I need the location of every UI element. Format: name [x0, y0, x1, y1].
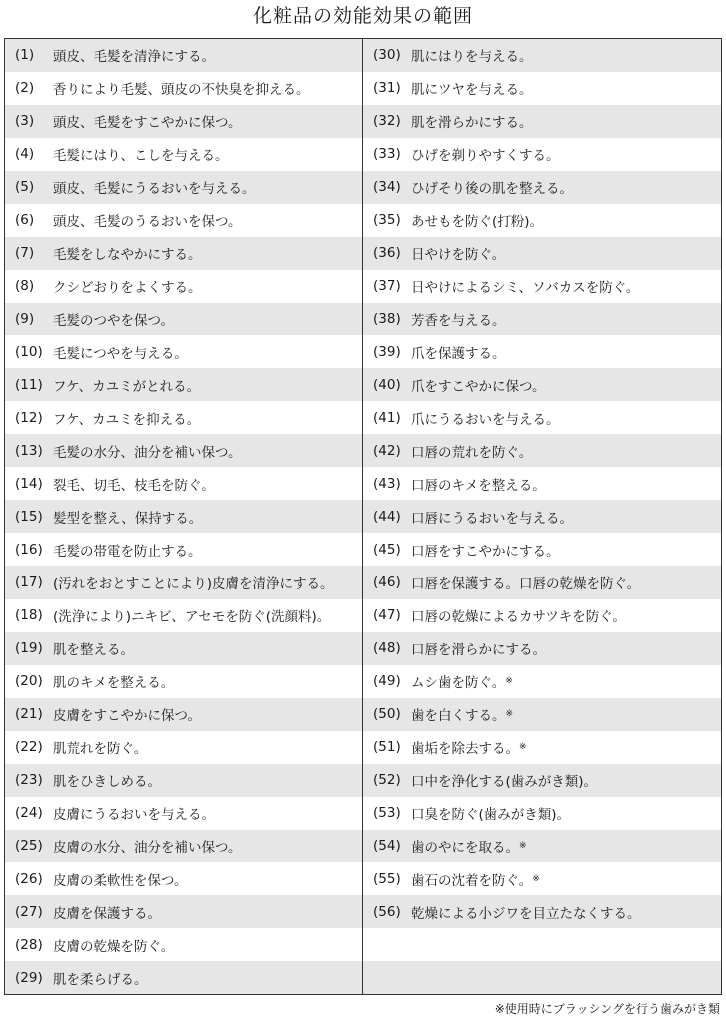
table-row: [363, 138, 721, 171]
toothpaste-note-mark: ※: [519, 742, 527, 753]
table-row: [5, 105, 362, 138]
item-number: (1): [15, 47, 35, 64]
item-number: (37): [373, 278, 401, 295]
item-text: あせもを防ぐ(打粉)。: [411, 214, 544, 231]
table-row: [363, 237, 721, 270]
table-row: [5, 237, 362, 270]
table-row: [363, 171, 721, 204]
item-text: 歯垢を除去する。: [411, 741, 519, 758]
item-number: (29): [15, 969, 43, 986]
item-number: (44): [373, 508, 401, 525]
item-text: 肌を整える。: [53, 642, 134, 659]
item-text: 歯石の沈着を防ぐ。: [411, 872, 533, 889]
table-row: [363, 632, 721, 665]
table-row: [363, 830, 721, 863]
item-text: 毛髪の水分、油分を補い保つ。: [53, 444, 242, 461]
item-number: (9): [15, 310, 35, 327]
table-row: [363, 928, 721, 961]
table-row: [5, 467, 362, 500]
item-number: (42): [373, 442, 401, 459]
item-number: (55): [373, 870, 401, 887]
item-text: 皮膚の水分、油分を補い保つ。: [53, 839, 242, 856]
item-text: 口唇をすこやかにする。: [411, 543, 560, 560]
item-number: (52): [373, 772, 401, 789]
item-number: (23): [15, 772, 43, 789]
table-row: [5, 698, 362, 731]
item-text: 日やけによるシミ、ソバカスを防ぐ。: [411, 280, 640, 297]
table-row: [5, 764, 362, 797]
item-text: クシどおりをよくする。: [53, 280, 202, 297]
efficacy-table: [4, 38, 722, 995]
item-number: (25): [15, 837, 43, 854]
item-text: 口唇の乾燥によるカサツキを防ぐ。: [411, 609, 626, 626]
item-text: 口唇のキメを整える。: [411, 477, 546, 494]
table-row: [363, 500, 721, 533]
item-text: 日やけを防ぐ。: [411, 247, 506, 264]
item-number: (11): [15, 376, 43, 393]
item-number: (43): [373, 475, 401, 492]
item-number: (31): [373, 80, 401, 97]
table-row: [5, 895, 362, 928]
item-number: (49): [373, 673, 401, 690]
item-number: (8): [15, 278, 35, 295]
item-number: (7): [15, 245, 35, 262]
item-text: 口臭を防ぐ(歯みがき類)。: [411, 807, 571, 824]
footnote: ※使用時にブラッシングを行う歯みがき類: [494, 1002, 720, 1016]
item-text: 爪にうるおいを与える。: [411, 411, 560, 428]
table-row: [363, 599, 721, 632]
item-text: 髪型を整え、保持する。: [53, 510, 203, 527]
item-number: (48): [373, 640, 401, 657]
table-row: [5, 335, 362, 368]
table-row: [5, 961, 362, 994]
table-row: [5, 566, 362, 599]
item-number: (28): [15, 936, 43, 953]
item-text: フケ、カユミがとれる。: [53, 378, 201, 395]
item-text: 裂毛、切毛、枝毛を防ぐ。: [53, 477, 215, 494]
table-row: [5, 303, 362, 336]
table-row: [5, 731, 362, 764]
table-row: [363, 566, 721, 599]
item-number: (30): [373, 47, 401, 64]
item-number: (15): [15, 508, 43, 525]
table-row: [363, 434, 721, 467]
toothpaste-note-mark: ※: [519, 840, 527, 851]
item-number: (21): [15, 706, 43, 723]
item-text: 肌を滑らかにする。: [411, 115, 533, 132]
table-row: [5, 204, 362, 237]
item-number: (46): [373, 574, 401, 591]
item-text: (洗浄により)ニキビ、アセモを防ぐ(洗顔料)。: [53, 609, 331, 626]
table-row: [363, 467, 721, 500]
table-row: [363, 368, 721, 401]
table-row: [5, 138, 362, 171]
item-number: (14): [15, 475, 43, 492]
item-number: (4): [15, 146, 35, 163]
item-text: 毛髪をしなやかにする。: [53, 247, 202, 264]
table-row: [5, 39, 362, 72]
item-text: 肌にツヤを与える。: [411, 82, 533, 99]
table-row: [5, 171, 362, 204]
table-row: [363, 961, 721, 994]
item-number: (34): [373, 179, 401, 196]
table-row: [5, 632, 362, 665]
table-row: [5, 434, 362, 467]
item-number: (20): [15, 673, 43, 690]
item-number: (24): [15, 805, 43, 822]
table-row: [5, 862, 362, 895]
table-row: [5, 665, 362, 698]
item-text: 口唇を保護する。口唇の乾燥を防ぐ。: [411, 576, 641, 593]
item-text: (汚れをおとすことにより)皮膚を清浄にする。: [53, 576, 334, 593]
item-text: フケ、カユミを抑える。: [53, 411, 201, 428]
table-row: [363, 72, 721, 105]
item-text: 口唇にうるおいを与える。: [411, 510, 573, 527]
item-number: (47): [373, 607, 401, 624]
item-text: 歯のやにを取る。: [411, 839, 519, 856]
table-row: [363, 401, 721, 434]
item-text: ムシ歯を防ぐ。: [411, 675, 506, 692]
item-text: 頭皮、毛髪のうるおいを保つ。: [53, 214, 242, 231]
item-text: ひげを剃りやすくする。: [411, 148, 560, 165]
item-text: 肌にはりを与える。: [411, 49, 533, 66]
item-text: 皮膚を保護する。: [53, 905, 161, 922]
table-row: [5, 830, 362, 863]
table-row: [363, 105, 721, 138]
item-number: (50): [373, 706, 401, 723]
page-title: 化粧品の効能効果の範囲: [252, 5, 473, 27]
item-number: (41): [373, 409, 401, 426]
item-number: (2): [15, 80, 35, 97]
item-number: (36): [373, 245, 401, 262]
item-text: 皮膚の柔軟性を保つ。: [53, 872, 188, 889]
table-row: [363, 533, 721, 566]
toothpaste-note-mark: ※: [532, 873, 540, 884]
table-row: [5, 599, 362, 632]
table-row: [363, 335, 721, 368]
item-text: 口唇を滑らかにする。: [411, 642, 546, 659]
item-text: 毛髪につやを与える。: [53, 345, 188, 362]
table-row: [5, 533, 362, 566]
table-row: [5, 270, 362, 303]
table-row: [363, 303, 721, 336]
item-number: (27): [15, 903, 43, 920]
item-number: (18): [15, 607, 43, 624]
item-number: (6): [15, 212, 35, 229]
item-text: 芳香を与える。: [411, 312, 506, 329]
left-column: [5, 39, 363, 994]
item-text: 頭皮、毛髪をすこやかに保つ。: [53, 115, 242, 132]
item-number: (19): [15, 640, 43, 657]
item-text: 皮膚にうるおいを与える。: [53, 807, 215, 824]
item-text: 歯を白くする。: [411, 708, 506, 725]
table-row: [363, 895, 721, 928]
item-number: (35): [373, 212, 401, 229]
table-row: [363, 698, 721, 731]
item-text: 皮膚の乾燥を防ぐ。: [53, 938, 175, 955]
item-text: 肌を柔らげる。: [53, 971, 148, 988]
right-column: [363, 39, 721, 994]
table-row: [5, 797, 362, 830]
table-row: [5, 368, 362, 401]
item-text: 爪をすこやかに保つ。: [411, 378, 546, 395]
item-number: (13): [15, 442, 43, 459]
item-number: (22): [15, 739, 43, 756]
item-text: 頭皮、毛髪を清浄にする。: [53, 49, 215, 66]
item-text: 爪を保護する。: [411, 345, 506, 362]
item-number: (45): [373, 541, 401, 558]
table-row: [363, 862, 721, 895]
item-text: 口唇の荒れを防ぐ。: [411, 444, 533, 461]
table-row: [363, 204, 721, 237]
table-row: [5, 928, 362, 961]
table-row: [5, 401, 362, 434]
item-text: 口中を浄化する(歯みがき類)。: [411, 774, 598, 791]
toothpaste-note-mark: ※: [505, 709, 514, 720]
item-number: (54): [373, 837, 401, 854]
item-text: 毛髪にはり、こしを与える。: [53, 148, 229, 165]
item-number: (3): [15, 113, 35, 130]
item-number: (10): [15, 343, 43, 360]
item-text: 乾燥による小ジワを目立たなくする。: [411, 905, 641, 922]
item-text: 香りにより毛髪、頭皮の不快臭を抑える。: [53, 82, 310, 99]
table-row: [363, 270, 721, 303]
item-text: 皮膚をすこやかに保つ。: [53, 708, 201, 725]
table-row: [363, 797, 721, 830]
toothpaste-note-mark: ※: [505, 676, 513, 687]
item-text: ひげそり後の肌を整える。: [411, 181, 573, 198]
item-number: (5): [15, 179, 35, 196]
item-text: 肌のキメを整える。: [53, 675, 175, 692]
item-number: (38): [373, 310, 401, 327]
item-number: (53): [373, 805, 401, 822]
item-number: (56): [373, 903, 401, 920]
item-text: 毛髪の帯電を防止する。: [53, 543, 202, 560]
item-text: 肌荒れを防ぐ。: [53, 741, 148, 758]
item-number: (33): [373, 146, 401, 163]
table-row: [5, 72, 362, 105]
item-text: 毛髪のつやを保つ。: [53, 312, 174, 329]
item-number: (12): [15, 409, 43, 426]
table-row: [363, 39, 721, 72]
table-row: [363, 665, 721, 698]
item-number: (32): [373, 113, 401, 130]
item-number: (16): [15, 541, 43, 558]
item-number: (40): [373, 376, 401, 393]
table-row: [363, 731, 721, 764]
item-number: (17): [15, 574, 43, 591]
item-number: (26): [15, 870, 43, 887]
table-row: [5, 500, 362, 533]
item-number: (39): [373, 343, 401, 360]
item-text: 頭皮、毛髪にうるおいを与える。: [53, 181, 256, 198]
table-row: [363, 764, 721, 797]
item-text: 肌をひきしめる。: [53, 774, 161, 791]
item-number: (51): [373, 739, 401, 756]
